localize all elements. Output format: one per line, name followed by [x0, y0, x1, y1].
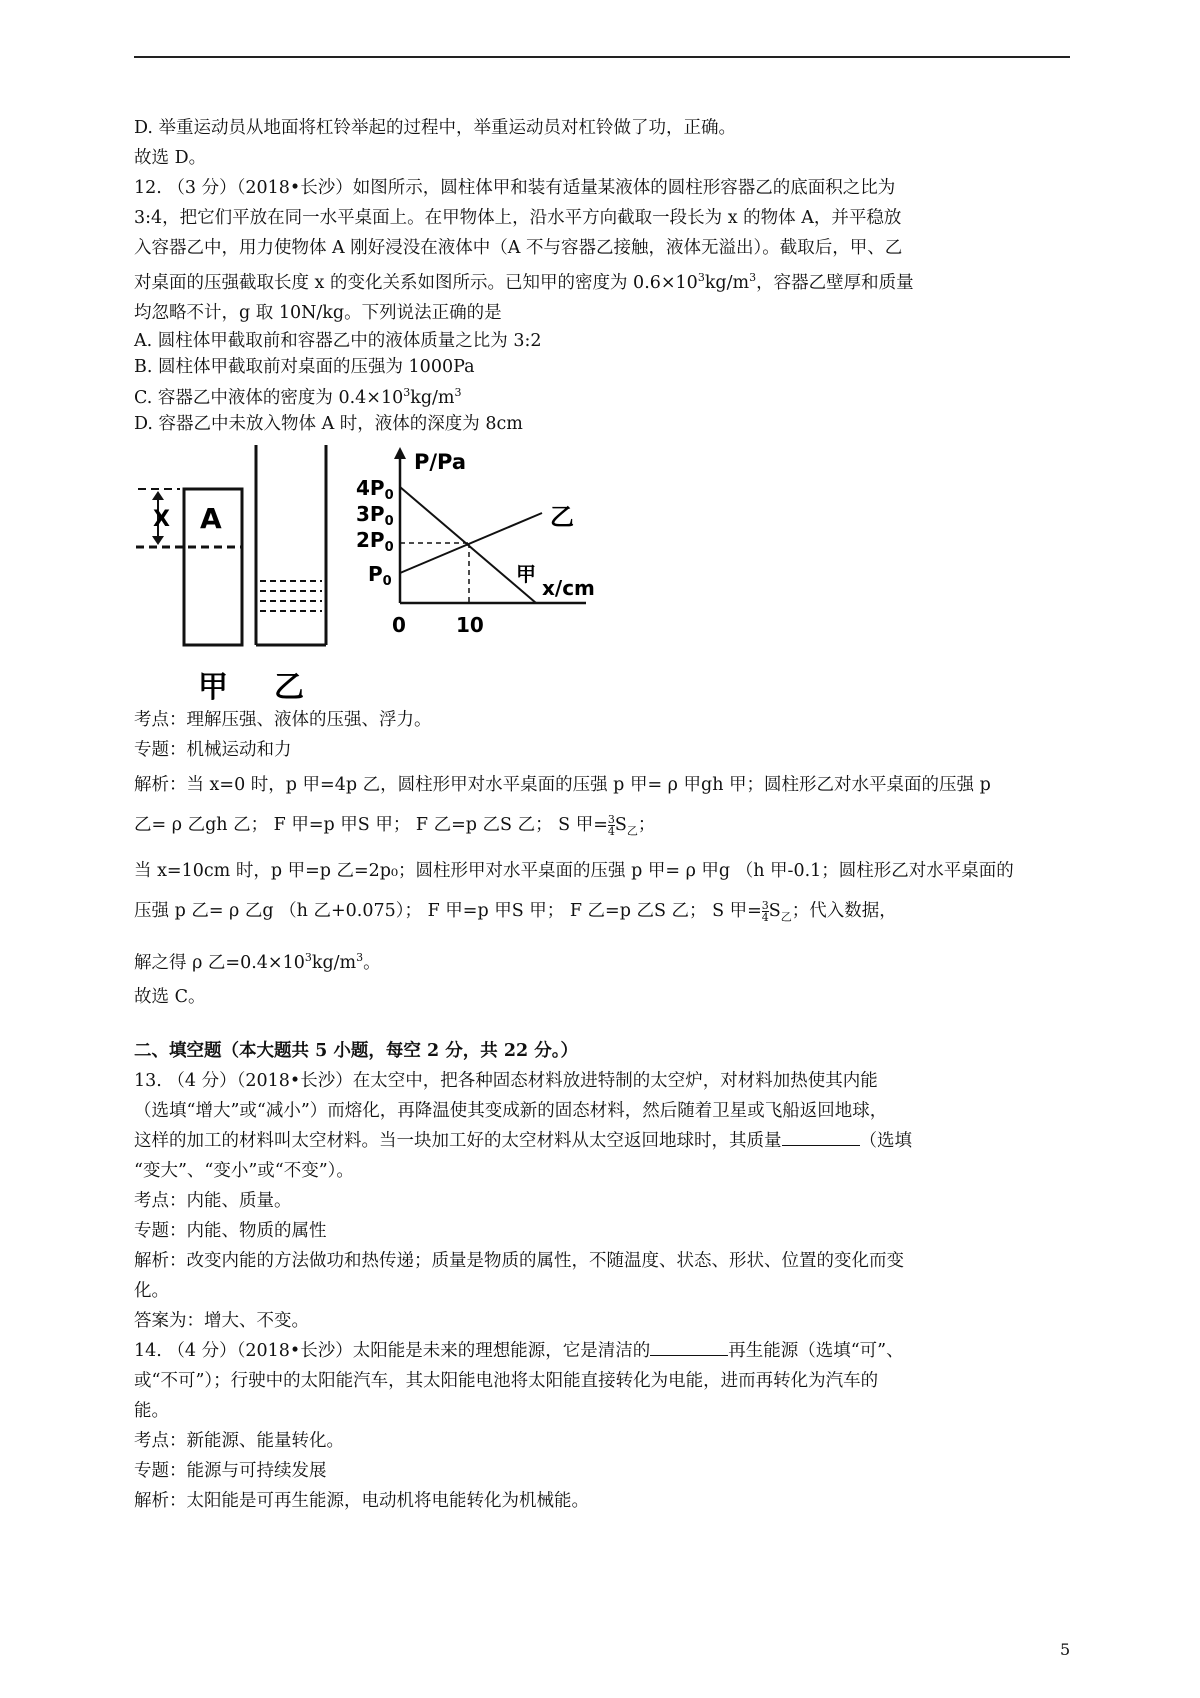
q12-intro-5: 均忽略不计，g 取 10N/kg。下列说法正确的是 — [134, 302, 502, 323]
pressure-graph — [356, 447, 595, 637]
q12-intro-4a: 对桌面的压强截取长度 x 的变化关系如图所示。已知甲的密度为 0.6×10 — [134, 272, 698, 293]
x-tick-10: 10 — [456, 612, 484, 637]
label-jia: 甲 — [198, 669, 228, 705]
q14-line-1b: 再生能源（选填“可”、 — [728, 1341, 904, 1362]
figure-svg — [134, 445, 1070, 705]
tick-4p0-text: 4P — [356, 475, 385, 500]
x-axis-label: x/cm — [542, 575, 595, 600]
q14-kaodian: 考点：新能源、能量转化。 — [134, 1431, 344, 1452]
q12-intro-4 — [134, 263, 1070, 298]
tick-sub: 0 — [384, 513, 394, 529]
answer-blank[interactable] — [650, 1337, 728, 1356]
tick-sub: 0 — [384, 487, 394, 503]
q12-jiexi-4a: 压强 p 乙= ρ 乙g （h 乙+0.075）； F 甲=p 甲S 甲； F 乙=p 乙S 乙； S 甲= — [134, 901, 762, 922]
frac-num: 3 — [761, 899, 769, 913]
sup: 3 — [403, 385, 411, 399]
sub-yi: 乙 — [626, 824, 638, 838]
y-axis-arrow — [394, 447, 406, 459]
sup: 3 — [356, 950, 364, 964]
q12-jiexi-5c: 。 — [363, 952, 381, 973]
q12-answer: 故选 C。 — [134, 987, 206, 1008]
q11-option-d: D. 举重运动员从地面将杠铃举起的过程中，举重运动员对杠铃做了功，正确。 — [134, 118, 737, 138]
spacer — [134, 1012, 1070, 1036]
q13-line-3a: 这样的加工的材料叫太空材料。当一块加工好的太空材料从太空返回地球时，其质量 — [134, 1131, 782, 1152]
q14-zhuanti: 专题：能源与可持续发展 — [134, 1461, 327, 1482]
frac-den: 4 — [607, 824, 615, 838]
q12-option-c — [134, 380, 1070, 411]
label-yi: 乙 — [274, 669, 304, 705]
series-label-jia: 甲 — [516, 561, 536, 586]
q12-option-b: B. 圆柱体甲截取前对桌面的压强为 1000Pa — [134, 356, 475, 377]
frac-num: 3 — [607, 812, 615, 826]
sup: 3 — [454, 385, 462, 399]
tick-p0 — [368, 562, 392, 589]
fraction-3-4 — [762, 900, 769, 923]
cylinder-jia-diagram — [136, 489, 242, 645]
q12-intro-1: 12. （3 分）（2018•长沙）如图所示，圆柱体甲和装有适量某液体的圆柱形容器乙的底面积之比为 — [134, 178, 896, 198]
tick-2p0 — [356, 528, 394, 555]
q12-intro-4b: kg/m — [704, 272, 750, 293]
tick-sub: 0 — [384, 539, 394, 555]
q12-jiexi-5 — [134, 938, 1070, 983]
page-content — [134, 113, 1070, 1516]
sup: 3 — [749, 271, 757, 284]
q12-jiexi-4c: ；代入数据， — [791, 901, 897, 922]
fraction-3-4 — [608, 814, 615, 837]
q12-jiexi-4b: S — [768, 901, 781, 922]
label-a: A — [200, 501, 222, 535]
q12-intro-3: 入容器乙中，用力使物体 A 刚好浸没在液体中（A 不与容器乙接触，液体无溢出）。截取后，甲、乙 — [134, 238, 903, 258]
q13-answer: 答案为：增大、不变。 — [134, 1311, 309, 1332]
q12-jiexi-5b: kg/m — [311, 952, 357, 973]
q13-line-3b: （选填 — [859, 1131, 912, 1152]
q12-option-c-a: C. 容器乙中液体的密度为 0.4×10 — [134, 387, 404, 408]
q14-line-2: 或“不可”）；行驶中的太阳能汽车，其太阳能电池将太阳能直接转化为电能，进而再转化为汽车的 — [134, 1371, 879, 1392]
origin-label: 0 — [392, 612, 406, 637]
page-number: 5 — [1060, 1640, 1071, 1659]
arrow-down — [152, 536, 164, 545]
q12-option-c-b: kg/m — [410, 387, 455, 408]
tick-4p0 — [356, 476, 394, 503]
q12-option-a: A. 圆柱体甲截取前和容器乙中的液体质量之比为 3:2 — [134, 330, 542, 351]
tick-3p0 — [356, 502, 394, 529]
q12-figure — [134, 445, 1070, 705]
q12-jiexi-5a: 解之得 ρ 乙=0.4×10 — [134, 952, 305, 973]
series-label-yi: 乙 — [550, 502, 574, 531]
q12-jiexi-3: 当 x=10cm 时，p 甲=p 乙=2p₀；圆柱形甲对水平桌面的压强 p 甲= ρ 甲g （h 甲-0.1；圆柱形乙对水平桌面的 — [134, 861, 1014, 882]
q12-zhuanti: 专题：机械运动和力 — [134, 739, 292, 760]
q14-line-3: 能。 — [134, 1401, 169, 1422]
q12-option-d: D. 容器乙中未放入物体 A 时，液体的深度为 8cm — [134, 413, 523, 434]
tick-sub: 0 — [382, 573, 392, 589]
label-x: X — [153, 506, 170, 532]
q14-line-1 — [134, 1336, 1070, 1366]
q12-intro-2: 3:4，把它们平放在同一水平桌面上。在甲物体上，沿水平方向截取一段长为 x 的物体 A，并平稳放 — [134, 208, 902, 228]
header-rule — [134, 56, 1070, 58]
q13-line-3 — [134, 1126, 1070, 1156]
frac-den: 4 — [761, 911, 769, 925]
q13-jiexi-2: 化。 — [134, 1281, 169, 1302]
q13-zhuanti: 专题：内能、物质的属性 — [134, 1221, 327, 1242]
q12-jiexi-2a: 乙= ρ 乙gh 乙； F 甲=p 甲S 甲； F 乙=p 乙S 乙； S 甲= — [134, 814, 608, 835]
y-axis-label: P/Pa — [414, 449, 467, 474]
tick-2p0-text: 2P — [356, 527, 385, 552]
tick-p0-text: P — [368, 561, 383, 586]
q13-jiexi-1: 解析：改变内能的方法做功和热传递；质量是物质的属性，不随温度、状态、形状、位置的变化而变 — [134, 1251, 904, 1272]
q12-intro-4c: ，容器乙壁厚和质量 — [756, 272, 914, 293]
q12-jiexi-2b: S — [614, 814, 627, 835]
y-tick-labels — [356, 476, 394, 589]
section-2-title: 二、填空题（本大题共 5 小题，每空 2 分，共 22 分。） — [134, 1041, 579, 1062]
sup: 3 — [304, 950, 312, 964]
q14-line-1a: 14. （4 分）（2018•长沙）太阳能是未来的理想能源，它是清洁的 — [134, 1341, 651, 1362]
sup: 3 — [697, 271, 705, 284]
container-yi-diagram — [256, 445, 326, 645]
q13-kaodian: 考点：内能、质量。 — [134, 1191, 292, 1212]
arrow-up — [152, 491, 164, 500]
q12-kaodian: 考点：理解压强、液体的压强、浮力。 — [134, 709, 432, 730]
q13-line-2: （选填“增大”或“减小”）而熔化，再降温使其变成新的固态材料，然后随着卫星或飞船返回地球， — [134, 1101, 888, 1122]
sub-yi: 乙 — [780, 910, 792, 924]
answer-blank[interactable] — [782, 1127, 860, 1146]
q12-jiexi-1: 解析：当 x=0 时，p 甲=4p 乙，圆柱形甲对水平桌面的压强 p 甲= ρ 甲gh 甲；圆柱形乙对水平桌面的压强 p — [134, 774, 991, 795]
q12-jiexi-2c: ； — [637, 814, 656, 835]
q12-jiexi-2 — [134, 805, 1070, 852]
q14-jiexi: 解析：太阳能是可再生能源，电动机将电能转化为机械能。 — [134, 1491, 589, 1512]
q13-line-1: 13. （4 分）（2018•长沙）在太空中，把各种固态材料放进特制的太空炉，对材料加热使其内能 — [134, 1071, 878, 1092]
q12-jiexi-4 — [134, 891, 1070, 938]
q13-line-4: “变大”、“变小”或“不变”）。 — [134, 1161, 354, 1182]
tick-3p0-text: 3P — [356, 501, 385, 526]
q11-answer: 故选 D。 — [134, 148, 207, 168]
